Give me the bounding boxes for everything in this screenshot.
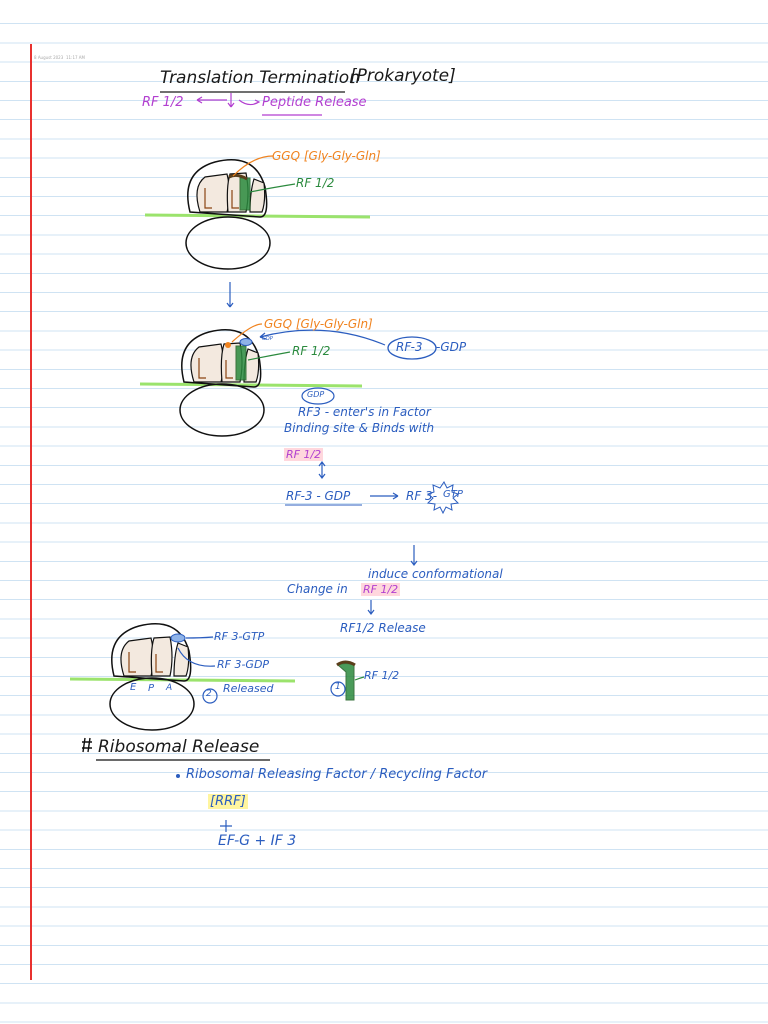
subtitle-rf: RF 1/2 xyxy=(142,95,184,110)
diagram2-ggq-label: GGQ [Gly-Gly-Gln] xyxy=(264,317,373,331)
diagram3-rf12: RF 1/2 xyxy=(364,669,400,682)
date-stamp: 8 August 2023 xyxy=(34,55,64,60)
gtp-star-label: GTP xyxy=(443,489,463,500)
note-rf3-enters: RF3 - enter's in Factor xyxy=(298,405,431,419)
note-rf12: RF 1/2 xyxy=(286,448,322,461)
eq-rf3-right: RF 3- xyxy=(406,489,438,503)
diagram3-num2: 2 xyxy=(206,689,212,699)
diagram1-rf-label: RF 1/2 xyxy=(296,176,335,190)
diagram2-small-gdp: GDP xyxy=(262,336,273,342)
diagram3-rf3-gtp: RF 3-GTP xyxy=(214,630,265,643)
note-rf-release: RF1/2 Release xyxy=(340,621,426,635)
eq-efg-if3: EF-G + IF 3 xyxy=(218,833,297,849)
diagram2-gdp-label: -GDP xyxy=(436,340,467,354)
note-binding-site: Binding site & Binds with xyxy=(284,421,435,435)
title-bracket: [Prokaryote] xyxy=(350,66,456,86)
bullet-rrf: Ribosomal Releasing Factor / Recycling Factor xyxy=(186,767,488,782)
section-ribosomal-release: Ribosomal Release xyxy=(98,737,260,757)
diagram3-num1: 1 xyxy=(335,682,341,692)
diagram3-rf3-gdp: RF 3-GDP xyxy=(217,658,270,671)
note-change-in: Change in xyxy=(287,582,348,596)
rrf-bracket: [RRF] xyxy=(210,794,246,809)
subtitle-release: Peptide Release xyxy=(262,95,367,110)
diagram2-rf-label: RF 1/2 xyxy=(292,344,331,358)
site-e: E xyxy=(130,682,137,693)
diagram3-released: Released xyxy=(223,682,274,695)
note-induce: induce conformational xyxy=(368,567,503,581)
time-stamp: 11:17 AM xyxy=(66,55,85,60)
diagram2-rf3-label: RF-3 xyxy=(396,340,423,354)
eq-rf3-gdp: RF-3 - GDP xyxy=(286,489,351,503)
site-a: A xyxy=(166,683,173,693)
title-main: Translation Termination xyxy=(160,68,360,88)
diagram1-ggq-label: GGQ [Gly-Gly-Gln] xyxy=(272,149,381,163)
site-p: P xyxy=(148,683,155,694)
gdp-circle-label: GDP xyxy=(307,390,325,399)
note-change-rf12: RF 1/2 xyxy=(363,583,399,596)
